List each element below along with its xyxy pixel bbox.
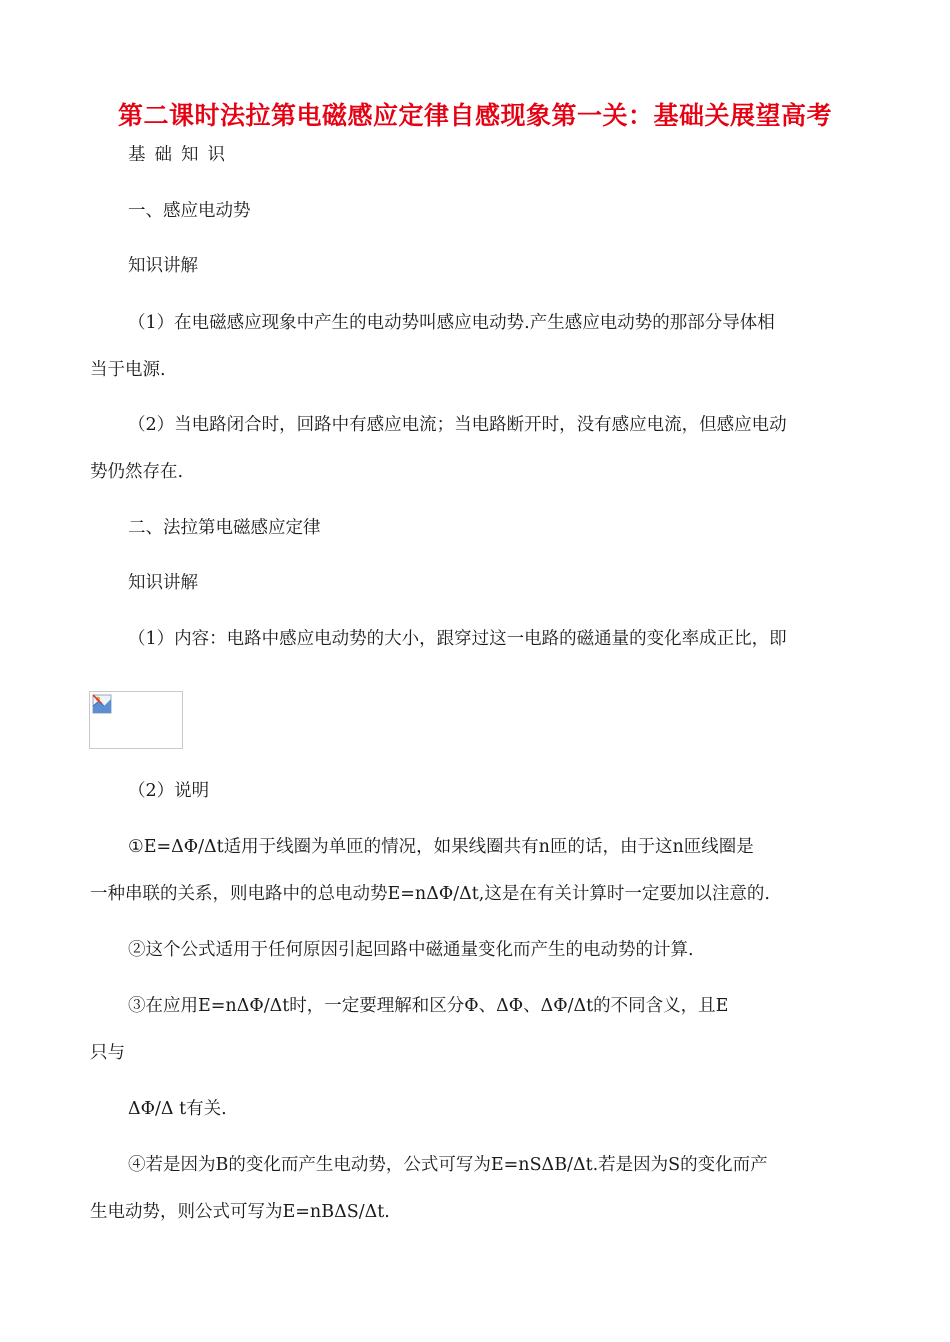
formula-image-placeholder	[89, 691, 183, 749]
subheading-knowledge-explanation-2: 知识讲解	[128, 573, 198, 593]
paragraph-line: 势仍然存在.	[90, 462, 184, 482]
paragraph-line: （1）在电磁感应现象中产生的电动势叫感应电动势.产生感应电动势的那部分导体相	[128, 313, 775, 333]
document-title: 第二课时法拉第电磁感应定律自感现象第一关：基础关展望高考	[117, 101, 832, 130]
paragraph-line: 生电动势，则公式可写为E=nBΔS/Δt.	[90, 1202, 390, 1222]
paragraph-line: ②这个公式适用于任何原因引起回路中磁通量变化而产生的电动势的计算.	[128, 940, 694, 960]
paragraph-line: （1）内容：电路中感应电动势的大小，跟穿过这一电路的磁通量的变化率成正比，即	[128, 629, 787, 649]
paragraph-line: ③在应用E=nΔΦ/Δt时，一定要理解和区分Φ、ΔΦ、ΔΦ/Δt的不同含义，且E	[128, 996, 729, 1016]
broken-image-icon	[92, 694, 112, 714]
subheading-explanation: （2）说明	[128, 781, 210, 801]
heading-basic-knowledge: 基础知识	[128, 145, 234, 165]
heading-faraday-law: 二、法拉第电磁感应定律	[128, 518, 321, 538]
paragraph-line: ΔΦ/Δ t有关.	[128, 1099, 227, 1119]
paragraph-line: ①E=ΔΦ/Δt适用于线圈为单匝的情况，如果线圈共有n匝的话，由于这n匝线圈是	[128, 837, 754, 857]
paragraph-line: ④若是因为B的变化而产生电动势，公式可写为E=nSΔB/Δt.若是因为S的变化而产	[128, 1155, 768, 1175]
paragraph-line: （2）当电路闭合时，回路中有感应电流；当电路断开时，没有感应电流，但感应电动	[128, 415, 787, 435]
subheading-knowledge-explanation-1: 知识讲解	[128, 256, 198, 276]
paragraph-line: 一种串联的关系，则电路中的总电动势E=nΔΦ/Δt,这是在有关计算时一定要加以注意的.	[90, 884, 770, 904]
paragraph-line: 只与	[90, 1043, 125, 1063]
paragraph-line: 当于电源.	[90, 360, 166, 380]
heading-induced-emf: 一、感应电动势	[128, 201, 251, 221]
